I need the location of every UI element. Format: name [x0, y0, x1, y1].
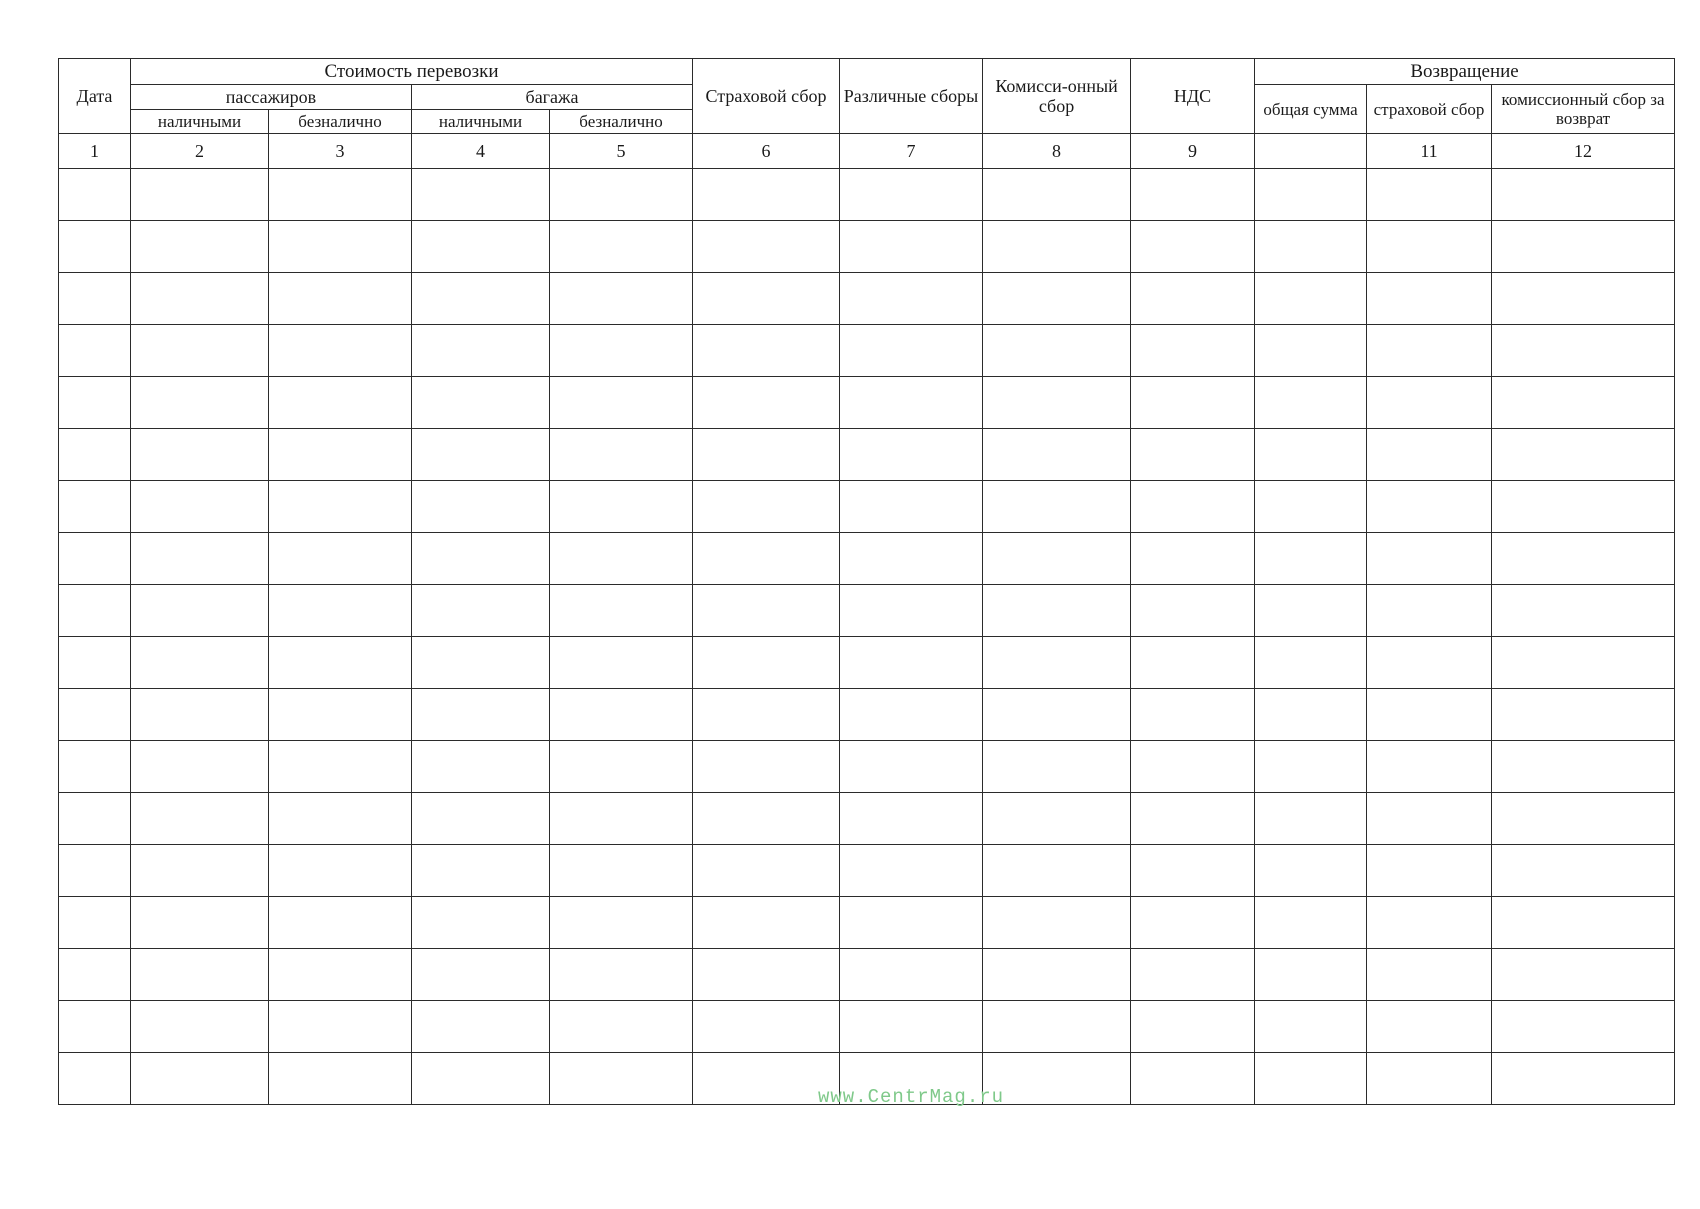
table-cell[interactable] — [1131, 377, 1255, 429]
table-cell[interactable] — [550, 481, 693, 533]
header-baggage: багажа — [412, 85, 693, 110]
column-number: 2 — [131, 134, 269, 169]
table-body — [59, 169, 1675, 1105]
table-cell[interactable] — [1131, 481, 1255, 533]
table-cell[interactable] — [1492, 845, 1675, 897]
table-cell[interactable] — [59, 637, 131, 689]
watermark: www.CentrMag.ru — [818, 1086, 1005, 1108]
table-cell[interactable] — [59, 1001, 131, 1053]
table-cell[interactable] — [1367, 429, 1492, 481]
table-cell[interactable] — [131, 169, 269, 221]
table-row — [59, 897, 1675, 949]
table-cell[interactable] — [412, 533, 550, 585]
table-cell[interactable] — [59, 897, 131, 949]
table-cell[interactable] — [59, 1053, 131, 1105]
table-cell[interactable] — [412, 793, 550, 845]
table-cell[interactable] — [983, 481, 1131, 533]
table-cell[interactable] — [983, 325, 1131, 377]
header-refund: Возвращение — [1255, 59, 1675, 85]
table-cell[interactable] — [1131, 221, 1255, 273]
header-various-fees: Различные сборы — [840, 59, 983, 134]
table-cell[interactable] — [550, 1001, 693, 1053]
table-cell[interactable] — [131, 689, 269, 741]
table-cell[interactable] — [59, 377, 131, 429]
table-cell[interactable] — [1367, 585, 1492, 637]
table-cell[interactable] — [269, 637, 412, 689]
table-cell[interactable] — [269, 585, 412, 637]
table-cell[interactable] — [1131, 689, 1255, 741]
table-cell[interactable] — [1131, 533, 1255, 585]
column-number-row — [59, 134, 1675, 169]
table-cell[interactable] — [983, 1001, 1131, 1053]
table-cell[interactable] — [269, 377, 412, 429]
table-row — [59, 221, 1675, 273]
header-refund-insurance: страховой сбор — [1367, 85, 1492, 134]
table-cell[interactable] — [983, 429, 1131, 481]
table-cell[interactable] — [983, 897, 1131, 949]
table-cell[interactable] — [1255, 481, 1367, 533]
table-cell[interactable] — [412, 273, 550, 325]
table-cell[interactable] — [983, 377, 1131, 429]
table-cell[interactable] — [1492, 897, 1675, 949]
table-cell[interactable] — [1255, 273, 1367, 325]
table-cell[interactable] — [131, 793, 269, 845]
table-cell[interactable] — [59, 845, 131, 897]
table-cell[interactable] — [269, 1001, 412, 1053]
table-cell[interactable] — [1367, 637, 1492, 689]
table-cell[interactable] — [1131, 845, 1255, 897]
table-cell[interactable] — [840, 949, 983, 1001]
table-cell[interactable] — [1492, 533, 1675, 585]
table-cell[interactable] — [1367, 377, 1492, 429]
table-cell[interactable] — [983, 949, 1131, 1001]
table-cell[interactable] — [131, 949, 269, 1001]
table-cell[interactable] — [1367, 481, 1492, 533]
table-cell[interactable] — [1255, 429, 1367, 481]
table-cell[interactable] — [840, 585, 983, 637]
table-cell[interactable] — [269, 845, 412, 897]
table-cell[interactable] — [983, 169, 1131, 221]
table-cell[interactable] — [412, 897, 550, 949]
table-row — [59, 481, 1675, 533]
table-cell[interactable] — [59, 221, 131, 273]
table-cell[interactable] — [59, 689, 131, 741]
table-cell[interactable] — [1492, 481, 1675, 533]
table-cell[interactable] — [131, 1001, 269, 1053]
table-cell[interactable] — [412, 429, 550, 481]
table-cell[interactable] — [693, 1001, 840, 1053]
table-row — [59, 377, 1675, 429]
table-cell[interactable] — [693, 897, 840, 949]
column-number: 9 — [1131, 134, 1255, 169]
table-row — [59, 949, 1675, 1001]
table-cell[interactable] — [840, 481, 983, 533]
table-row — [59, 845, 1675, 897]
table-cell[interactable] — [1367, 325, 1492, 377]
table-cell[interactable] — [412, 221, 550, 273]
table-cell[interactable] — [1492, 377, 1675, 429]
table-cell[interactable] — [1131, 273, 1255, 325]
table-cell[interactable] — [840, 897, 983, 949]
table-cell[interactable] — [1367, 533, 1492, 585]
table-cell[interactable] — [59, 481, 131, 533]
table-row — [59, 637, 1675, 689]
table-cell[interactable] — [1492, 1053, 1675, 1105]
table-cell[interactable] — [1492, 585, 1675, 637]
table-cell[interactable] — [269, 949, 412, 1001]
table-cell[interactable] — [131, 533, 269, 585]
table-cell[interactable] — [840, 377, 983, 429]
table-cell[interactable] — [59, 325, 131, 377]
table-cell[interactable] — [131, 637, 269, 689]
table-cell[interactable] — [59, 949, 131, 1001]
table-row — [59, 169, 1675, 221]
table-cell[interactable] — [59, 429, 131, 481]
table-cell[interactable] — [840, 741, 983, 793]
column-number — [1255, 134, 1367, 169]
table-cell[interactable] — [983, 533, 1131, 585]
table-cell[interactable] — [269, 793, 412, 845]
table-cell[interactable] — [550, 533, 693, 585]
table-cell[interactable] — [269, 169, 412, 221]
table-cell[interactable] — [412, 585, 550, 637]
table-row — [59, 429, 1675, 481]
table-cell[interactable] — [269, 273, 412, 325]
table-cell[interactable] — [550, 1053, 693, 1105]
table-row — [59, 325, 1675, 377]
header-passengers-cash: наличными — [131, 110, 269, 134]
table-cell[interactable] — [131, 741, 269, 793]
table-cell[interactable] — [693, 273, 840, 325]
table-cell[interactable] — [131, 221, 269, 273]
column-number: 6 — [693, 134, 840, 169]
table-cell[interactable] — [269, 221, 412, 273]
table-cell[interactable] — [1131, 637, 1255, 689]
table-cell[interactable] — [1492, 325, 1675, 377]
header-baggage-cashless: безналично — [550, 110, 693, 134]
table-cell[interactable] — [1367, 1001, 1492, 1053]
table-cell[interactable] — [550, 689, 693, 741]
table-cell[interactable] — [1131, 741, 1255, 793]
table-cell[interactable] — [693, 481, 840, 533]
table-cell[interactable] — [131, 273, 269, 325]
table-cell[interactable] — [269, 897, 412, 949]
table-row — [59, 689, 1675, 741]
table-cell[interactable] — [693, 377, 840, 429]
table-cell[interactable] — [550, 585, 693, 637]
column-number: 12 — [1492, 134, 1675, 169]
table-cell[interactable] — [1131, 949, 1255, 1001]
table-cell[interactable] — [1255, 325, 1367, 377]
table-cell[interactable] — [1492, 637, 1675, 689]
table-cell[interactable] — [1255, 793, 1367, 845]
table-cell[interactable] — [983, 689, 1131, 741]
table-cell[interactable] — [269, 1053, 412, 1105]
table-cell[interactable] — [693, 845, 840, 897]
table-cell[interactable] — [1255, 1053, 1367, 1105]
table-cell[interactable] — [983, 221, 1131, 273]
table-cell[interactable] — [59, 273, 131, 325]
table-cell[interactable] — [131, 585, 269, 637]
header-date: Дата — [59, 59, 131, 134]
table-cell[interactable] — [412, 949, 550, 1001]
table-cell[interactable] — [693, 585, 840, 637]
table-cell[interactable] — [1255, 585, 1367, 637]
header-passengers-cashless: безналично — [269, 110, 412, 134]
table-cell[interactable] — [1255, 377, 1367, 429]
table-cell[interactable] — [693, 533, 840, 585]
table-cell[interactable] — [131, 429, 269, 481]
table-cell[interactable] — [840, 429, 983, 481]
table-cell[interactable] — [1255, 897, 1367, 949]
table-cell[interactable] — [59, 741, 131, 793]
table-cell[interactable] — [1367, 845, 1492, 897]
table-cell[interactable] — [1492, 273, 1675, 325]
table-cell[interactable] — [550, 169, 693, 221]
table-cell[interactable] — [983, 845, 1131, 897]
table-cell[interactable] — [412, 481, 550, 533]
table-cell[interactable] — [1131, 169, 1255, 221]
header-commission-fee: Комисси-онный сбор — [983, 59, 1131, 134]
header-transport-cost: Стоимость перевозки — [131, 59, 693, 85]
table-cell[interactable] — [840, 325, 983, 377]
table-cell[interactable] — [1131, 897, 1255, 949]
table-cell[interactable] — [840, 793, 983, 845]
table-cell[interactable] — [840, 637, 983, 689]
table-cell[interactable] — [1492, 169, 1675, 221]
table-cell[interactable] — [412, 377, 550, 429]
table-cell[interactable] — [550, 897, 693, 949]
table-cell[interactable] — [983, 741, 1131, 793]
table-cell[interactable] — [1492, 949, 1675, 1001]
header-passengers: пассажиров — [131, 85, 412, 110]
table-cell[interactable] — [269, 481, 412, 533]
table-cell[interactable] — [1367, 897, 1492, 949]
table-cell[interactable] — [550, 273, 693, 325]
table-cell[interactable] — [1255, 169, 1367, 221]
column-number: 5 — [550, 134, 693, 169]
table-cell[interactable] — [412, 689, 550, 741]
table-cell[interactable] — [1367, 169, 1492, 221]
table-cell[interactable] — [131, 897, 269, 949]
table-cell[interactable] — [1255, 1001, 1367, 1053]
table-cell[interactable] — [1367, 1053, 1492, 1105]
table-cell[interactable] — [550, 741, 693, 793]
table-cell[interactable] — [840, 221, 983, 273]
table-row — [59, 741, 1675, 793]
table-cell[interactable] — [131, 377, 269, 429]
table-cell[interactable] — [412, 325, 550, 377]
table-cell[interactable] — [1255, 221, 1367, 273]
table-cell[interactable] — [693, 325, 840, 377]
table-cell[interactable] — [1255, 949, 1367, 1001]
column-number: 1 — [59, 134, 131, 169]
table-cell[interactable] — [131, 325, 269, 377]
table-cell[interactable] — [412, 1053, 550, 1105]
table-cell[interactable] — [693, 741, 840, 793]
table-cell[interactable] — [840, 169, 983, 221]
column-number: 8 — [983, 134, 1131, 169]
table-cell[interactable] — [1131, 793, 1255, 845]
table-cell[interactable] — [269, 429, 412, 481]
table-cell[interactable] — [1492, 689, 1675, 741]
table-cell[interactable] — [1367, 221, 1492, 273]
table-row — [59, 1001, 1675, 1053]
table-cell[interactable] — [412, 169, 550, 221]
table-cell[interactable] — [983, 273, 1131, 325]
table-cell[interactable] — [1255, 741, 1367, 793]
column-number: 4 — [412, 134, 550, 169]
table-cell[interactable] — [1131, 1053, 1255, 1105]
table-cell[interactable] — [1255, 533, 1367, 585]
table-cell[interactable] — [840, 1001, 983, 1053]
table-cell[interactable] — [1255, 689, 1367, 741]
table-cell[interactable] — [1131, 429, 1255, 481]
table-cell[interactable] — [983, 585, 1131, 637]
column-number: 3 — [269, 134, 412, 169]
table-cell[interactable] — [693, 793, 840, 845]
table-cell[interactable] — [412, 637, 550, 689]
table-cell[interactable] — [693, 221, 840, 273]
table-cell[interactable] — [1492, 741, 1675, 793]
table-cell[interactable] — [550, 429, 693, 481]
table-cell[interactable] — [412, 741, 550, 793]
transport-cost-table — [58, 58, 1675, 1105]
table-cell[interactable] — [693, 637, 840, 689]
table-cell[interactable] — [1492, 221, 1675, 273]
table-cell[interactable] — [1367, 273, 1492, 325]
table-cell[interactable] — [693, 949, 840, 1001]
table-cell[interactable] — [269, 325, 412, 377]
table-cell[interactable] — [1131, 1001, 1255, 1053]
table-cell[interactable] — [983, 637, 1131, 689]
table-cell[interactable] — [693, 169, 840, 221]
table-cell[interactable] — [1492, 1001, 1675, 1053]
table-cell[interactable] — [840, 689, 983, 741]
table-cell[interactable] — [1255, 845, 1367, 897]
header-insurance-fee: Страховой сбор — [693, 59, 840, 134]
table-cell[interactable] — [131, 845, 269, 897]
table-cell[interactable] — [59, 585, 131, 637]
table-cell[interactable] — [1367, 949, 1492, 1001]
table-cell[interactable] — [1131, 325, 1255, 377]
table-cell[interactable] — [269, 741, 412, 793]
table-cell[interactable] — [1367, 689, 1492, 741]
table-cell[interactable] — [840, 845, 983, 897]
table-cell[interactable] — [693, 689, 840, 741]
table-cell[interactable] — [840, 273, 983, 325]
table-cell[interactable] — [550, 325, 693, 377]
ledger-sheet — [58, 58, 1665, 1148]
table-cell[interactable] — [269, 689, 412, 741]
table-cell[interactable] — [269, 533, 412, 585]
header-vat: НДС — [1131, 59, 1255, 134]
table-row — [59, 273, 1675, 325]
table-header — [59, 59, 1675, 169]
header-refund-total: общая сумма — [1255, 85, 1367, 134]
table-cell[interactable] — [1492, 429, 1675, 481]
table-row — [59, 533, 1675, 585]
table-cell[interactable] — [1255, 637, 1367, 689]
table-cell[interactable] — [983, 793, 1131, 845]
table-cell[interactable] — [1131, 585, 1255, 637]
table-cell[interactable] — [1367, 793, 1492, 845]
table-row — [59, 793, 1675, 845]
table-cell[interactable] — [550, 949, 693, 1001]
table-row — [59, 585, 1675, 637]
column-number: 7 — [840, 134, 983, 169]
table-cell[interactable] — [131, 1053, 269, 1105]
table-cell[interactable] — [59, 169, 131, 221]
table-cell[interactable] — [550, 845, 693, 897]
table-cell[interactable] — [412, 1001, 550, 1053]
column-number: 11 — [1367, 134, 1492, 169]
header-baggage-cash: наличными — [412, 110, 550, 134]
table-cell[interactable] — [693, 429, 840, 481]
header-refund-commission: комиссионный сбор за возврат — [1492, 85, 1675, 134]
table-cell[interactable] — [59, 793, 131, 845]
table-cell[interactable] — [983, 1053, 1131, 1105]
table-cell[interactable] — [550, 637, 693, 689]
table-cell[interactable] — [59, 533, 131, 585]
table-cell[interactable] — [1492, 793, 1675, 845]
table-cell[interactable] — [550, 221, 693, 273]
table-cell[interactable] — [550, 793, 693, 845]
table-cell[interactable] — [840, 533, 983, 585]
table-cell[interactable] — [1367, 741, 1492, 793]
table-cell[interactable] — [412, 845, 550, 897]
table-cell[interactable] — [131, 481, 269, 533]
table-cell[interactable] — [550, 377, 693, 429]
